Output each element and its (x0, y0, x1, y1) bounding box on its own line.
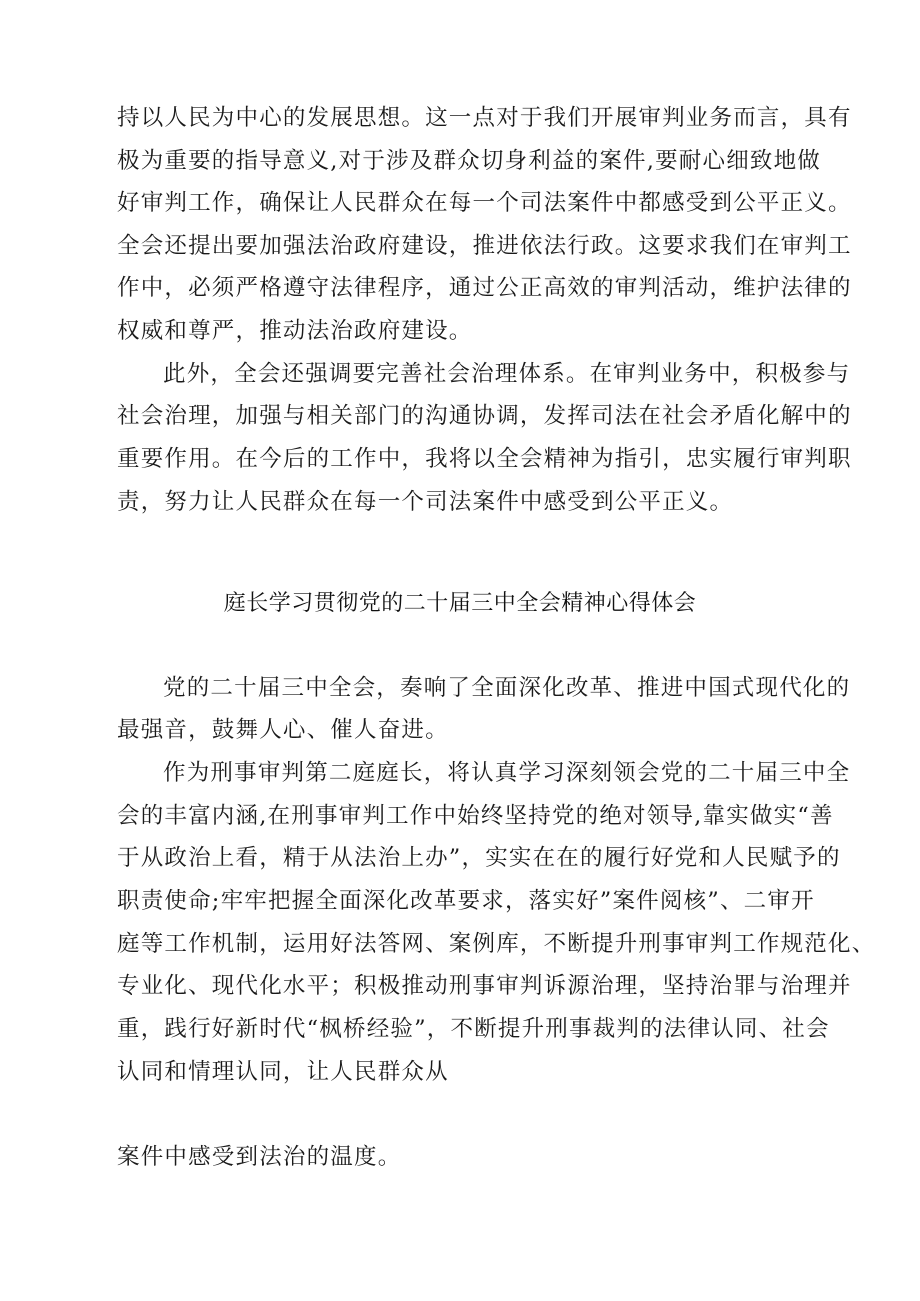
paragraph-line: 责，努力让人民群众在每一个司法案件中感受到公平正义。 (117, 489, 734, 515)
paragraph-line: 专业化、现代化水平；积极推动刑事审判诉源治理，坚持治罪与治理并 (117, 973, 852, 999)
paragraph-line: 好审判工作，确保让人民群众在每一个司法案件中都感受到公平正义。 (117, 190, 852, 216)
paragraph-line: 极为重要的指导意义,对于涉及群众切身利益的案件,要耐心细致地做 (117, 148, 822, 174)
paragraph-line: 作为刑事审判第二庭庭长，将认真学习深刻领会党的二十届三中全 (163, 760, 851, 786)
paragraph-line: 职责使命;牢牢把握全面深化改革要求，落实好”案件阅核”、二审开 (117, 888, 815, 914)
paragraph-line: 重，践行好新时代“枫桥经验”，不断提升刑事裁判的法律认同、社会 (117, 1016, 830, 1042)
paragraph-line: 党的二十届三中全会，奏响了全面深化改革、推进中国式现代化的 (163, 675, 851, 701)
paragraph-line: 庭等工作机制，运用好法答网、案例库，不断提升刑事审判工作规范化、 (117, 931, 876, 957)
paragraph-line: 持以人民为中心的发展思想。这一点对于我们开展审判业务而言，具有 (117, 105, 852, 131)
paragraph-line: 认同和情理认同，让人民群众从 (117, 1059, 449, 1085)
article-title: 庭长学习贯彻党的二十届三中全会精神心得体会 (223, 591, 697, 616)
paragraph-line: 重要作用。在今后的工作中，我将以全会精神为指引，忠实履行审判职 (117, 446, 852, 472)
paragraph-line: 作中，必须严格遵守法律程序，通过公正高效的审判活动，维护法律的 (117, 275, 852, 301)
paragraph-line: 权威和尊严，推动法治政府建设。 (117, 318, 473, 344)
paragraph-line: 全会还提出要加强法治政府建设，推进依法行政。这要求我们在审判工 (117, 233, 852, 259)
paragraph-line: 会的丰富内涵,在刑事审判工作中始终坚持党的绝对领导,靠实做实“善 (117, 803, 834, 829)
paragraph-line: 此外，全会还强调要完善社会治理体系。在审判业务中，积极参与 (163, 361, 851, 387)
paragraph-line: 社会治理，加强与相关部门的沟通协调，发挥司法在社会矛盾化解中的 (117, 403, 852, 429)
paragraph-line: 于从政治上看，精于从法治上办”，实实在在的履行好党和人民赋予的 (117, 845, 841, 871)
paragraph-line: 案件中感受到法治的温度。 (117, 1144, 402, 1170)
paragraph-line: 最强音，鼓舞人心、催人奋进。 (117, 717, 449, 743)
